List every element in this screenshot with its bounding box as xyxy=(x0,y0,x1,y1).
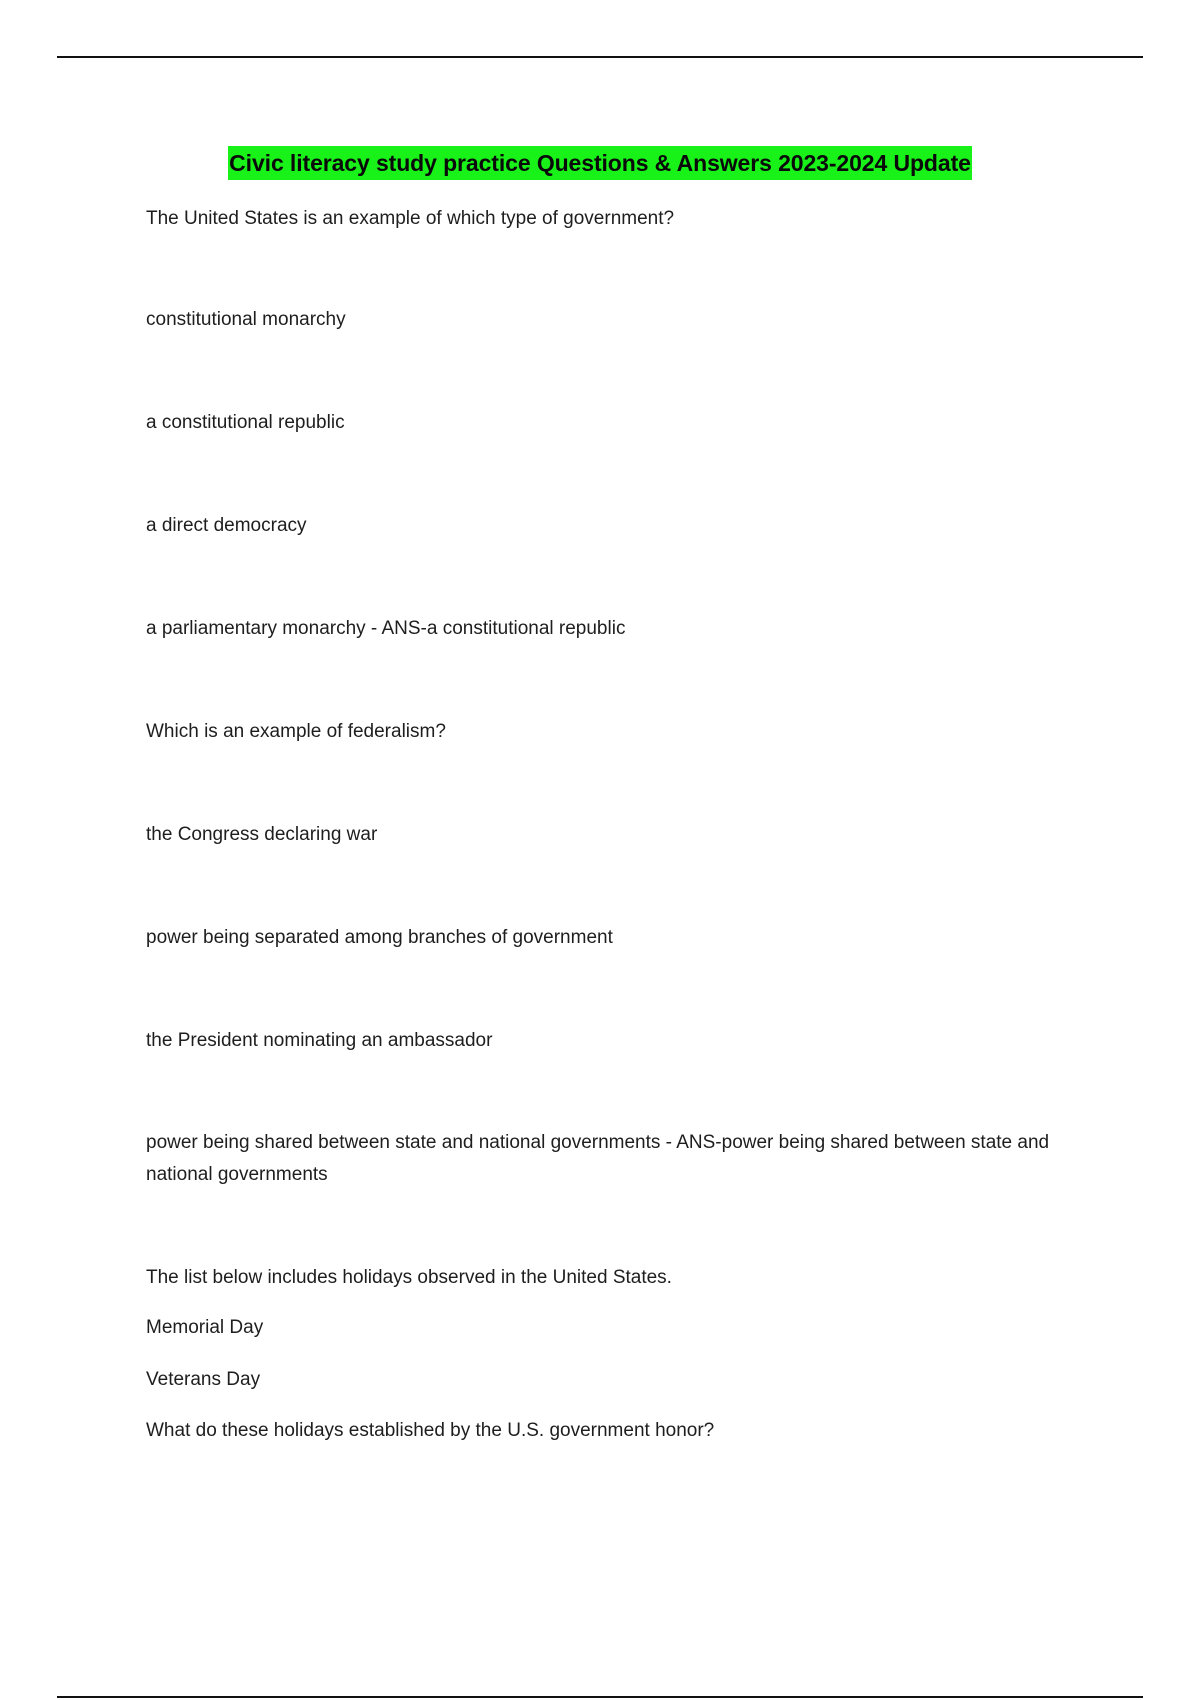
question-3-intro: The list below includes holidays observed in the United States. xyxy=(146,1267,672,1288)
question-3-list-item-2: Veterans Day xyxy=(146,1369,261,1390)
question-2-text: Which is an example of federalism? xyxy=(146,721,446,742)
question-2-option-b: power being separated among branches of government xyxy=(146,927,613,948)
question-1-option-b: a constitutional republic xyxy=(146,412,345,433)
question-1-text: The United States is an example of which type of government? xyxy=(146,208,675,229)
document-title: Civic literacy study practice Questions & Answers 2023-2024 Update xyxy=(228,146,972,180)
footer-rule xyxy=(57,1696,1143,1698)
question-3-list-item-1: Memorial Day xyxy=(146,1317,264,1338)
title-container xyxy=(0,146,1200,180)
question-2-option-c: the President nominating an ambassador xyxy=(146,1030,493,1051)
question-1-option-a: constitutional monarchy xyxy=(146,309,346,330)
question-1-option-d-answer: a parliamentary monarchy - ANS-a constitutional republic xyxy=(146,618,626,639)
header-rule xyxy=(57,56,1143,58)
question-1-option-c: a direct democracy xyxy=(146,515,307,536)
question-2-option-a: the Congress declaring war xyxy=(146,824,378,845)
question-2-option-d-answer: power being shared between state and national governments - ANS-power being shared between state and national governments xyxy=(146,1132,1050,1185)
question-3-text: What do these holidays established by the U.S. government honor? xyxy=(146,1420,715,1441)
